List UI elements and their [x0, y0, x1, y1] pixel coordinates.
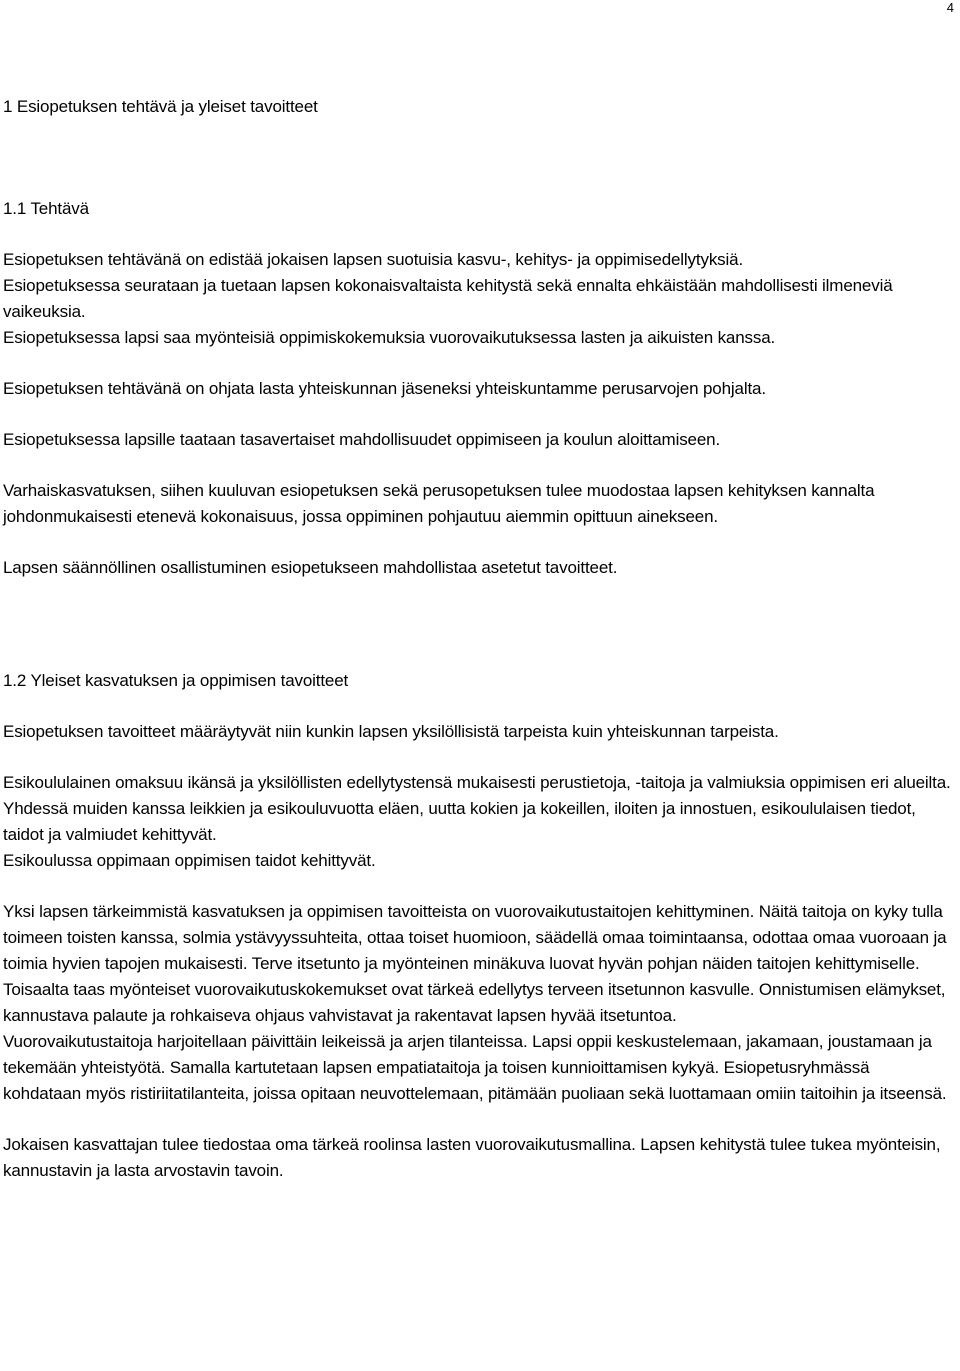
sentence: Varhaiskasvatuksen, siihen kuuluvan esiopetuksen sekä perusopetuksen tulee muodostaa lapsen kehityksen kannalta johdonmukaisesti etenevä kokonaisuus, jossa oppiminen pohjautuu aiemmin opittuun ainekseen.	[3, 481, 875, 526]
sentence: Esikoulussa oppimaan oppimisen taidot kehittyvät.	[3, 851, 376, 870]
page-number: 4	[946, 0, 954, 15]
section-heading-1-2: 1.2 Yleiset kasvatuksen ja oppimisen tavoitteet	[3, 671, 349, 690]
section-heading-1-1: 1.1 Tehtävä	[3, 199, 89, 218]
document-body	[3, 94, 951, 1184]
paragraph	[3, 719, 951, 745]
main-heading: 1 Esiopetuksen tehtävä ja yleiset tavoitteet	[3, 97, 318, 116]
sentence: Esiopetuksen tavoitteet määräytyvät niin kunkin lapsen yksilöllisistä tarpeista kuin yhteiskunnan tarpeista.	[3, 722, 779, 741]
sentence: Vuorovaikutustaitoja harjoitellaan päivittäin leikeissä ja arjen tilanteissa. Lapsi oppii keskustelemaan, jakamaan, joustamaan ja tekemään yhteistyötä. Samalla kartutetaan lapsen empatiataitoja ja toisen kunnioittamisen kykyä. Esiopetusryhmässä kohdataan myös ristiriitatilanteita, joissa opitaan neuvottelemaan, pitämään puoliaan sekä luottamaan omiin taitoihin ja itseensä.	[3, 1032, 947, 1103]
sentence: Esiopetuksessa lapsi saa myönteisiä oppimiskokemuksia vuorovaikutuksessa lasten ja aikuisten kanssa.	[3, 328, 776, 347]
sentence: Esiopetuksen tehtävänä on ohjata lasta yhteiskunnan jäseneksi yhteiskuntamme perusarvojen pohjalta.	[3, 379, 766, 398]
paragraph	[3, 478, 951, 530]
sentence: Esiopetuksessa seurataan ja tuetaan lapsen kokonaisvaltaista kehitystä sekä ennalta ehkäistään mahdollisesti ilmeneviä vaikeuksia.	[3, 276, 893, 321]
paragraph	[3, 899, 951, 1107]
paragraph	[3, 376, 951, 402]
paragraph	[3, 555, 951, 581]
sentence: Esiopetuksessa lapsille taataan tasavertaiset mahdollisuudet oppimiseen ja koulun aloittamiseen.	[3, 430, 721, 449]
sentence: Jokaisen kasvattajan tulee tiedostaa oma tärkeä roolinsa lasten vuorovaikutusmallina. Lapsen kehitystä tulee tukea myönteisin, kannustavin ja lasta arvostavin tavoin.	[3, 1135, 941, 1180]
sentence: Lapsen säännöllinen osallistuminen esiopetukseen mahdollistaa asetetut tavoitteet.	[3, 558, 618, 577]
paragraph	[3, 770, 951, 874]
sentence: Yksi lapsen tärkeimmistä kasvatuksen ja oppimisen tavoitteista on vuorovaikutustaitojen kehittyminen. Näitä taitoja on kyky tulla toimeen toisten kanssa, solmia ystävyyssuhteita, ottaa toiset huomioon, säädellä omaa toimintaansa, odottaa omaa vuoroaan ja toimia hyvien tapojen mukaisesti. Terve itsetunto ja myönteinen minäkuva luovat hyvän pohjan näiden taitojen kehittymiselle. Toisaalta taas myönteiset vuorovaikutuskokemukset ovat tärkeä edellytys terveen itsetunnon kasvulle. Onnistumisen elämykset, kannustava palaute ja rohkaiseva ohjaus vahvistavat ja rakentavat lapsen hyvää itsetuntoa.	[3, 902, 947, 1025]
paragraph	[3, 1132, 951, 1184]
paragraph	[3, 247, 951, 351]
sentence: Esiopetuksen tehtävänä on edistää jokaisen lapsen suotuisia kasvu-, kehitys- ja oppimisedellytyksiä.	[3, 250, 744, 269]
sentence: Esikoululainen omaksuu ikänsä ja yksilöllisten edellytystensä mukaisesti perustietoja, -taitoja ja valmiuksia oppimisen eri alueilta. Yhdessä muiden kanssa leikkien ja esikouluvuotta eläen, uutta kokien ja kokeillen, iloiten ja innostuen, esikoululaisen tiedot, taidot ja valmiudet kehittyvät.	[3, 773, 951, 844]
paragraph	[3, 427, 951, 453]
